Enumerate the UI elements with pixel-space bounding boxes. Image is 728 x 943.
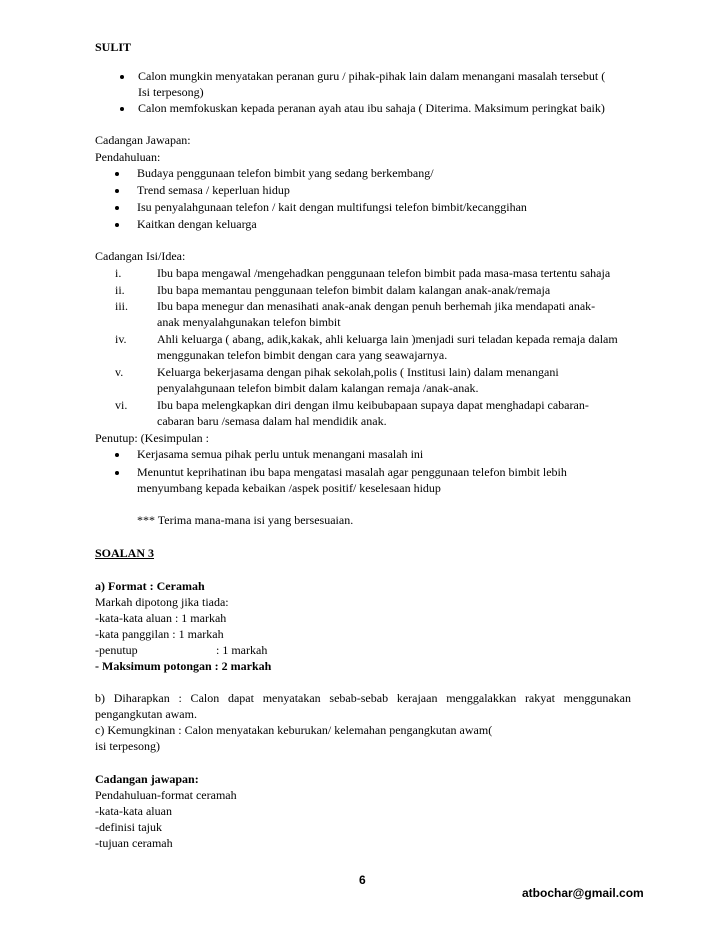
page-number: 6 xyxy=(359,873,366,887)
bullet-icon xyxy=(120,75,124,79)
isi-num-3: iii. xyxy=(115,299,129,313)
isi-item-3-line2: anak menyalahgunakan telefon bimbit xyxy=(157,315,341,329)
pendahuluan-heading: Pendahuluan: xyxy=(95,150,161,164)
part-c-line2: isi terpesong) xyxy=(95,739,160,753)
sulit-label: SULIT xyxy=(95,40,132,54)
part-b-line1: b) Diharapkan : Calon dapat menyatakan sebab-sebab kerajaan menggalakkan rakyat menggunakan xyxy=(95,691,631,705)
markah-dipotong: Markah dipotong jika tiada: xyxy=(95,595,229,609)
footer-email: atbochar@gmail.com xyxy=(522,886,644,900)
part-c-line1: c) Kemungkinan : Calon menyatakan keburukan/ kelemahan pengangkutan awam( xyxy=(95,723,493,737)
isi-item-6-line2: cabaran baru /semasa dalam hal mendidik anak. xyxy=(157,414,387,428)
cadangan-jawapan-heading: Cadangan Jawapan: xyxy=(95,133,191,147)
cadangan-isi-heading: Cadangan Isi/Idea: xyxy=(95,249,186,263)
kata-aluan-markah: -kata-kata aluan : 1 markah xyxy=(95,611,227,625)
isi-num-6: vi. xyxy=(115,398,128,412)
pendahuluan-format: Pendahuluan-format ceramah xyxy=(95,788,237,802)
list-item: -kata-kata aluan xyxy=(95,804,172,818)
part-b-line2: pengangkutan awam. xyxy=(95,707,197,721)
penutup-bullet-1: Kerjasama semua pihak perlu untuk menangani masalah ini xyxy=(137,447,424,461)
top-bullet-2: Calon memfokuskan kepada peranan ayah atau ibu sahaja ( Diterima. Maksimum peringkat baik) xyxy=(138,101,605,115)
isi-num-1: i. xyxy=(115,266,122,280)
isi-num-4: iv. xyxy=(115,332,127,346)
isi-num-5: v. xyxy=(115,365,124,379)
isi-item-2: Ibu bapa memantau penggunaan telefon bimbit dalam kalangan anak-anak/remaja xyxy=(157,283,551,297)
bullet-icon xyxy=(115,172,119,176)
bullet-icon xyxy=(115,189,119,193)
isi-item-4-line2: menggunakan telefon bimbit dengan cara yang seawajarnya. xyxy=(157,348,448,362)
list-item: -tujuan ceramah xyxy=(95,836,173,850)
soalan-3-heading: SOALAN 3 xyxy=(95,546,155,560)
terima-note: *** Terima mana-mana isi yang bersesuaian. xyxy=(137,513,354,527)
format-heading: a) Format : Ceramah xyxy=(95,579,205,593)
top-bullet-1-line1: Calon mungkin menyatakan peranan guru / pihak-pihak lain dalam menangani masalah tersebut ( xyxy=(138,69,606,83)
cadangan-jawapan-s3: Cadangan jawapan: xyxy=(95,772,199,786)
bullet-icon xyxy=(115,223,119,227)
penutup-bullet-2-line1: Menuntut keprihatinan ibu bapa mengatasi masalah agar penggunaan telefon bimbit lebih xyxy=(137,465,567,479)
pendahuluan-bullet-3: Isu penyalahgunaan telefon / kait dengan multifungsi telefon bimbit/kecanggihan xyxy=(137,200,527,214)
isi-item-1: Ibu bapa mengawal /mengehadkan penggunaan telefon bimbit pada masa-masa tertentu sahaja xyxy=(157,266,611,280)
penutup-bullet-2-line2: menyumbang kepada kebaikan /aspek positif/ keselesaan hidup xyxy=(137,481,441,495)
penutup-heading: Penutup: (Kesimpulan : xyxy=(95,431,209,445)
list-item: -definisi tajuk xyxy=(95,820,162,834)
bullet-icon xyxy=(120,107,124,111)
isi-item-3-line1: Ibu bapa menegur dan menasihati anak-anak dengan penuh berhemah jika mendapati anak- xyxy=(157,299,596,313)
isi-num-2: ii. xyxy=(115,283,125,297)
bullet-icon xyxy=(115,453,119,457)
kata-panggilan-markah: -kata panggilan : 1 markah xyxy=(95,627,224,641)
top-bullet-1-line2: Isi terpesong) xyxy=(138,85,204,99)
pendahuluan-bullet-4: Kaitkan dengan keluarga xyxy=(137,217,257,231)
isi-item-4-line1: Ahli keluarga ( abang, adik,kakak, ahli keluarga lain )menjadi suri teladan kepada remaja dalam xyxy=(157,332,618,346)
pendahuluan-bullet-2: Trend semasa / keperluan hidup xyxy=(137,183,290,197)
penutup-markah-label: -penutup xyxy=(95,643,138,657)
bullet-icon xyxy=(115,471,119,475)
isi-item-5-line1: Keluarga bekerjasama dengan pihak sekolah,polis ( Institusi lain) dalam menangani xyxy=(157,365,559,379)
penutup-markah-value: : 1 markah xyxy=(216,643,268,657)
pendahuluan-bullet-1: Budaya penggunaan telefon bimbit yang sedang berkembang/ xyxy=(137,166,434,180)
bullet-icon xyxy=(115,206,119,210)
isi-item-5-line2: penyalahgunaan telefon bimbit dalam kalangan remaja /anak-anak. xyxy=(157,381,479,395)
isi-item-6-line1: Ibu bapa melengkapkan diri dengan ilmu keibubapaan supaya dapat menghadapi cabaran- xyxy=(157,398,589,412)
maksimum-potongan: - Maksimum potongan : 2 markah xyxy=(95,659,272,673)
